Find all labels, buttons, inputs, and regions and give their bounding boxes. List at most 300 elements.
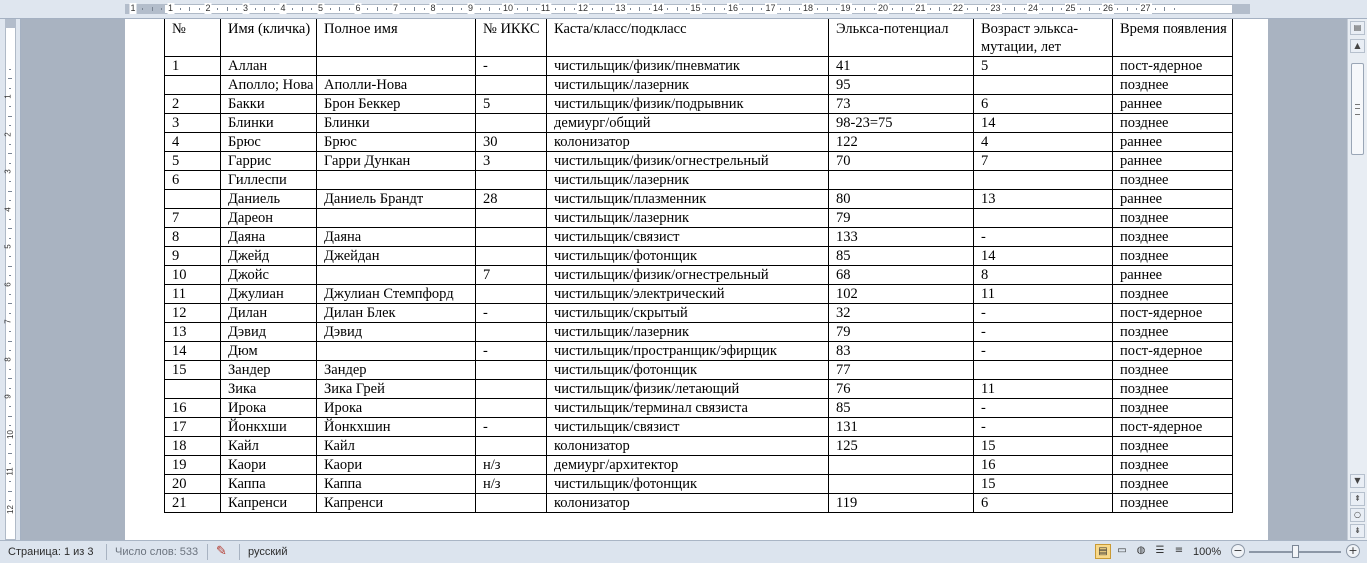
table-cell: Дареон	[221, 209, 317, 228]
table-row	[165, 323, 1233, 342]
scroll-thumb[interactable]	[1351, 63, 1364, 155]
ruler-number: 3	[242, 3, 249, 13]
ruler-number: 18	[802, 3, 814, 13]
table-header-cell: Элькса-потенциал	[829, 19, 974, 57]
ruler-number: 7	[392, 3, 399, 13]
vruler-number: 5	[3, 244, 13, 249]
ruler-tick	[292, 8, 293, 10]
ruler-number: 8	[430, 3, 436, 13]
table-cell: демиург/архитектор	[547, 456, 829, 475]
scroll-up-icon[interactable]: ▲	[1350, 39, 1365, 53]
ruler-tick	[986, 8, 987, 10]
table-row	[165, 266, 1233, 285]
ruler-number: 6	[355, 3, 361, 13]
ruler-tick	[1042, 8, 1043, 10]
vruler-tick	[9, 219, 11, 220]
ruler-tick	[405, 8, 406, 10]
table-cell: чистильщик/скрытый	[547, 304, 829, 323]
table-row	[165, 133, 1233, 152]
table-cell	[476, 494, 547, 513]
vruler-number: 6	[3, 281, 13, 287]
table-row	[165, 247, 1233, 266]
table-cell: чистильщик/терминал связиста	[547, 399, 829, 418]
vruler-tick	[9, 238, 11, 239]
table-cell: позднее	[1113, 399, 1233, 418]
ruler-number: 19	[840, 3, 851, 13]
ruler-tick	[630, 8, 631, 10]
table-cell: 3	[165, 114, 221, 133]
ruler-right-margin	[1232, 4, 1250, 14]
table-cell: Кайл	[221, 437, 317, 456]
vruler-number: 8	[3, 356, 13, 362]
table-cell: Гиллеспи	[221, 171, 317, 190]
ruler-tick	[1014, 7, 1015, 11]
table-cell: 119	[829, 494, 974, 513]
table-cell: чистильщик/лазерник	[547, 171, 829, 190]
zoom-in-icon[interactable]: +	[1346, 544, 1360, 558]
ruler-tick	[1117, 8, 1118, 10]
table-cell: 12	[165, 304, 221, 323]
vruler-tick	[9, 200, 11, 201]
table-cell	[974, 209, 1113, 228]
table-cell: Джейд	[221, 247, 317, 266]
vruler-number: 9	[3, 394, 13, 399]
table-cell: Аллан	[221, 57, 317, 76]
table-cell: чистильщик/лазерник	[547, 76, 829, 95]
table-cell: позднее	[1113, 76, 1233, 95]
ruler-tick	[480, 8, 481, 10]
table-cell: 28	[476, 190, 547, 209]
table-cell: 30	[476, 133, 547, 152]
table-cell	[829, 171, 974, 190]
table-cell	[476, 361, 547, 380]
table-row	[165, 380, 1233, 399]
spellcheck-icon[interactable]: ✎	[216, 544, 227, 559]
table-row	[165, 342, 1233, 361]
table-cell: 20	[165, 475, 221, 494]
ruler-number: 14	[652, 3, 664, 13]
table-cell: пост-ядерное	[1113, 418, 1233, 437]
table-cell: позднее	[1113, 171, 1233, 190]
ruler-tick	[949, 8, 950, 10]
table-cell: н/з	[476, 475, 547, 494]
ruler-tick	[1136, 8, 1137, 10]
next-page-icon[interactable]: ⇟	[1350, 524, 1365, 538]
vruler-tick	[9, 425, 11, 426]
ruler-tick	[967, 8, 968, 10]
vruler-tick	[9, 275, 11, 276]
table-cell: Бакки	[221, 95, 317, 114]
status-separator	[106, 544, 107, 560]
table-cell: Капренси	[221, 494, 317, 513]
table-cell: Джойс	[221, 266, 317, 285]
vruler-tick	[9, 406, 11, 407]
vruler-number: 1	[3, 94, 13, 99]
ruler-tick	[199, 8, 200, 10]
table-cell: 79	[829, 209, 974, 228]
horizontal-ruler[interactable]	[0, 0, 1367, 19]
table-cell	[476, 247, 547, 266]
vruler-tick	[9, 256, 11, 257]
table-cell: Кайл	[317, 437, 476, 456]
table-cell	[317, 57, 476, 76]
vruler-tick	[9, 350, 11, 351]
table-cell: Каори	[317, 456, 476, 475]
ruler-number: 5	[317, 3, 324, 13]
draft-icon[interactable]: ≡	[1174, 545, 1184, 556]
vruler-tick	[8, 303, 12, 304]
vruler-tick	[8, 153, 12, 154]
vruler-tick	[8, 191, 12, 192]
table-cell	[165, 76, 221, 95]
table-cell: 17	[165, 418, 221, 437]
table-cell	[829, 456, 974, 475]
table-cell: Аполло; Нова	[221, 76, 317, 95]
table-cell: 85	[829, 247, 974, 266]
table-cell: позднее	[1113, 114, 1233, 133]
ruler-tick	[536, 8, 537, 10]
table-cell: н/з	[476, 456, 547, 475]
vruler-tick	[9, 444, 11, 445]
table-cell: 14	[974, 247, 1113, 266]
table-row	[165, 228, 1233, 247]
ruler-tick	[330, 8, 331, 10]
table-row	[165, 418, 1233, 437]
table-cell: 6	[974, 95, 1113, 114]
table-header-cell: №	[165, 19, 221, 57]
table-cell: Дилан	[221, 304, 317, 323]
vruler-tick	[8, 378, 12, 379]
characters-table	[164, 19, 1233, 513]
table-cell: Блинки	[317, 114, 476, 133]
ruler-toggle-icon[interactable]: ▤	[1350, 21, 1365, 35]
table-cell: 2	[165, 95, 221, 114]
table-cell: чистильщик/связист	[547, 418, 829, 437]
ruler-tick	[489, 7, 490, 11]
table-cell	[476, 228, 547, 247]
vruler-top-margin	[5, 19, 16, 28]
ruler-tick	[780, 8, 781, 10]
ruler-tick	[902, 7, 903, 11]
ruler-tick	[386, 8, 387, 10]
ruler-tick	[377, 7, 378, 11]
table-cell: 6	[165, 171, 221, 190]
table-row	[165, 475, 1233, 494]
table-cell: 102	[829, 285, 974, 304]
table-cell: 11	[974, 380, 1113, 399]
table-header-cell: Каста/класс/подкласс	[547, 19, 829, 57]
table-row	[165, 437, 1233, 456]
table-cell: чистильщик/фотонщик	[547, 475, 829, 494]
table-header-cell: № ИККС	[476, 19, 547, 57]
ruler-tick	[649, 8, 650, 10]
table-cell: 68	[829, 266, 974, 285]
table-cell	[476, 399, 547, 418]
ruler-tick	[1080, 8, 1081, 10]
table-cell	[476, 209, 547, 228]
ruler-tick	[302, 7, 303, 11]
table-cell: 7	[165, 209, 221, 228]
table-cell: 85	[829, 399, 974, 418]
ruler-tick	[836, 8, 837, 10]
table-cell: чистильщик/связист	[547, 228, 829, 247]
ruler-tick	[414, 7, 415, 11]
ruler-tick	[424, 8, 425, 10]
language-indicator[interactable]: русский	[248, 546, 288, 558]
ruler-tick	[180, 8, 181, 10]
table-cell: Дэвид	[221, 323, 317, 342]
table-cell: 6	[974, 494, 1113, 513]
vruler-tick	[9, 313, 11, 314]
vruler-number: 3	[3, 169, 13, 174]
table-cell	[317, 209, 476, 228]
vertical-ruler[interactable]	[0, 19, 21, 540]
table-cell: чистильщик/фотонщик	[547, 361, 829, 380]
ruler-tick	[855, 8, 856, 10]
table-cell: 77	[829, 361, 974, 380]
ruler-tick	[442, 8, 443, 10]
table-row	[165, 494, 1233, 513]
table-cell: 80	[829, 190, 974, 209]
vruler-tick	[9, 163, 11, 164]
vruler-tick	[8, 491, 12, 492]
vruler-tick	[9, 144, 11, 145]
table-cell: -	[476, 418, 547, 437]
table-cell: 4	[165, 133, 221, 152]
vruler-tick	[9, 69, 11, 70]
ruler-tick	[161, 8, 162, 10]
table-cell: пост-ядерное	[1113, 57, 1233, 76]
ruler-number: 17	[765, 3, 776, 13]
outline-icon[interactable]: ☰	[1155, 545, 1165, 556]
ruler-tick	[752, 7, 753, 11]
table-row	[165, 114, 1233, 133]
table-row	[165, 57, 1233, 76]
table-cell: Блинки	[221, 114, 317, 133]
table-cell: Аполли-Нова	[317, 76, 476, 95]
table-cell: колонизатор	[547, 494, 829, 513]
table-header-cell: Возраст элькса-мутации, лет	[974, 19, 1113, 57]
vruler-number: 11	[5, 467, 15, 476]
zoom-slider-thumb[interactable]	[1292, 545, 1299, 558]
table-header-cell: Время появления	[1113, 19, 1233, 57]
ruler-tick	[789, 7, 790, 11]
table-cell: раннее	[1113, 133, 1233, 152]
vruler-tick	[9, 500, 11, 501]
ruler-number: 13	[615, 3, 626, 13]
ruler-tick	[677, 7, 678, 11]
table-row	[165, 361, 1233, 380]
ruler-tick	[555, 8, 556, 10]
table-cell: Гаррис	[221, 152, 317, 171]
ruler-tick	[827, 7, 828, 11]
table-cell: позднее	[1113, 437, 1233, 456]
table-cell: Зика	[221, 380, 317, 399]
table-cell: раннее	[1113, 95, 1233, 114]
ruler-tick	[864, 7, 865, 11]
ruler-number: 21	[915, 3, 926, 13]
table-cell: -	[974, 228, 1113, 247]
table-cell: Ирока	[221, 399, 317, 418]
table-cell: 16	[974, 456, 1113, 475]
table-cell: Даяна	[317, 228, 476, 247]
table-cell: Даяна	[221, 228, 317, 247]
vruler-number: 2	[3, 131, 13, 137]
table-cell	[165, 190, 221, 209]
page-count[interactable]: Страница: 1 из 3	[8, 546, 94, 558]
ruler-tick	[930, 8, 931, 10]
table-cell: 15	[974, 475, 1113, 494]
table-cell: 4	[974, 133, 1113, 152]
vruler-tick	[9, 106, 11, 107]
zoom-level[interactable]: 100%	[1193, 546, 1222, 558]
table-row	[165, 456, 1233, 475]
ruler-tick	[639, 7, 640, 11]
table-cell	[476, 285, 547, 304]
table-cell	[317, 171, 476, 190]
table-cell: Ирока	[317, 399, 476, 418]
table-cell: Брюс	[317, 133, 476, 152]
table-cell: -	[476, 342, 547, 361]
ruler-tick	[1089, 7, 1090, 11]
table-cell: раннее	[1113, 190, 1233, 209]
vertical-scrollbar[interactable]	[1347, 19, 1367, 540]
ruler-number: 20	[877, 3, 889, 13]
table-cell: 19	[165, 456, 221, 475]
ruler-tick	[817, 8, 818, 10]
table-cell: 122	[829, 133, 974, 152]
print-layout-icon[interactable]: ▤	[1095, 544, 1111, 559]
ruler-tick	[574, 8, 575, 10]
vruler-tick	[9, 463, 11, 464]
table-cell: 79	[829, 323, 974, 342]
ruler-tick	[255, 8, 256, 10]
table-cell: позднее	[1113, 247, 1233, 266]
table-row	[165, 152, 1233, 171]
table-cell: Брюс	[221, 133, 317, 152]
table-row	[165, 209, 1233, 228]
full-screen-reading-icon[interactable]: ▭	[1117, 545, 1127, 556]
ruler-tick	[1127, 7, 1128, 11]
table-cell: 18	[165, 437, 221, 456]
table-cell	[165, 380, 221, 399]
table-cell: 8	[974, 266, 1113, 285]
table-cell: 11	[165, 285, 221, 304]
web-layout-icon[interactable]: ◍	[1136, 545, 1146, 556]
table-cell	[476, 437, 547, 456]
table-cell: чистильщик/физик/летающий	[547, 380, 829, 399]
table-cell: позднее	[1113, 228, 1233, 247]
vruler-tick	[9, 125, 11, 126]
ruler-number: 4	[280, 3, 286, 13]
table-cell: Даниель	[221, 190, 317, 209]
thumb-grip-icon	[1355, 104, 1360, 115]
ruler-tick	[1005, 8, 1006, 10]
table-row	[165, 399, 1233, 418]
table-cell: позднее	[1113, 494, 1233, 513]
table-cell: чистильщик/электрический	[547, 285, 829, 304]
document-page[interactable]	[125, 19, 1268, 540]
table-cell	[476, 171, 547, 190]
vruler-number: 7	[3, 319, 13, 324]
table-cell: чистильщик/лазерник	[547, 209, 829, 228]
table-cell	[476, 323, 547, 342]
table-cell: -	[476, 304, 547, 323]
table-cell: 16	[165, 399, 221, 418]
table-cell: Гарри Дункан	[317, 152, 476, 171]
table-cell: чистильщик/физик/пневматик	[547, 57, 829, 76]
ruler-tick	[667, 8, 668, 10]
table-cell: -	[974, 323, 1113, 342]
ruler-tick	[1024, 8, 1025, 10]
ruler-tick	[517, 8, 518, 10]
table-cell: 125	[829, 437, 974, 456]
ruler-tick	[1099, 8, 1100, 10]
ruler-number: 27	[1140, 3, 1151, 13]
ruler-tick	[349, 8, 350, 10]
browse-object-icon[interactable]: ○	[1350, 508, 1365, 522]
table-cell: чистильщик/пространщик/эфирщик	[547, 342, 829, 361]
document-canvas	[21, 19, 1347, 540]
table-cell: 7	[974, 152, 1113, 171]
table-cell: Даниель Брандт	[317, 190, 476, 209]
status-bar	[0, 540, 1367, 563]
table-cell	[317, 342, 476, 361]
table-cell: 13	[165, 323, 221, 342]
ruler-tick	[1061, 8, 1062, 10]
vruler-tick	[9, 88, 11, 89]
table-cell: 98-23=75	[829, 114, 974, 133]
table-cell: 9	[165, 247, 221, 266]
table-cell	[476, 380, 547, 399]
table-cell: 14	[974, 114, 1113, 133]
ruler-tick	[911, 8, 912, 10]
ruler-tick	[761, 8, 762, 10]
ruler-tick	[724, 8, 725, 10]
word-count[interactable]: Число слов: 533	[115, 546, 199, 558]
vruler-tick	[9, 369, 11, 370]
ruler-tick	[564, 7, 565, 11]
table-cell: 5	[165, 152, 221, 171]
ruler-tick	[892, 8, 893, 10]
table-cell: Зандер	[221, 361, 317, 380]
table-cell: колонизатор	[547, 437, 829, 456]
previous-page-icon[interactable]: ⇞	[1350, 492, 1365, 506]
table-row	[165, 95, 1233, 114]
table-row	[165, 304, 1233, 323]
table-cell: раннее	[1113, 152, 1233, 171]
ruler-number: 16	[727, 3, 739, 13]
table-cell: 41	[829, 57, 974, 76]
vruler-tick	[9, 481, 11, 482]
ruler-number: 1	[167, 3, 174, 13]
table-cell: -	[476, 57, 547, 76]
table-cell: пост-ядерное	[1113, 342, 1233, 361]
ruler-tick	[874, 8, 875, 10]
ruler-tick	[611, 8, 612, 10]
table-cell: чистильщик/физик/огнестрельный	[547, 152, 829, 171]
ruler-tick	[1155, 8, 1156, 10]
table-cell: колонизатор	[547, 133, 829, 152]
table-cell: Капренси	[317, 494, 476, 513]
table-cell: позднее	[1113, 475, 1233, 494]
scroll-down-icon[interactable]: ▼	[1350, 474, 1365, 488]
table-cell: 32	[829, 304, 974, 323]
ruler-number: 24	[1027, 3, 1039, 13]
zoom-out-icon[interactable]: −	[1231, 544, 1245, 558]
ruler-strip	[125, 4, 1250, 14]
table-cell: Каори	[221, 456, 317, 475]
